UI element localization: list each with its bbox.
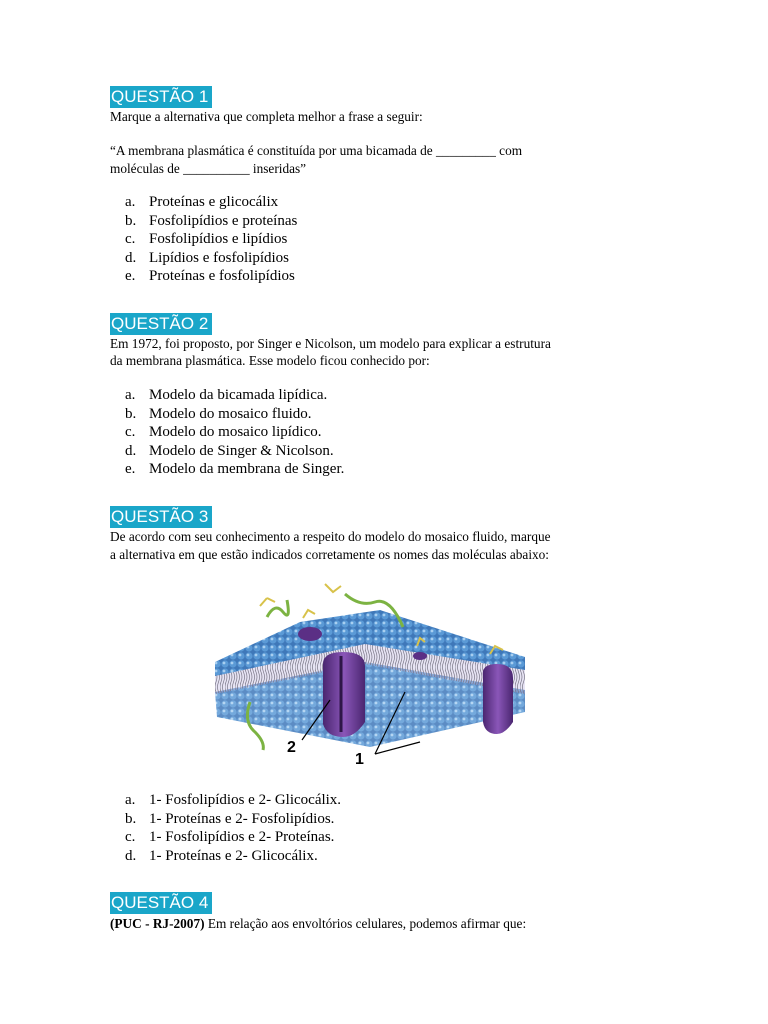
q4-prompt	[110, 915, 670, 933]
q3-option[interactable]: b. 1- Proteínas e 2- Fosfolipídios.	[125, 810, 335, 827]
q1-option[interactable]: c. Fosfolipídios e lipídios	[125, 231, 288, 247]
q3-option[interactable]: a. 1- Fosfolipídios e 2- Glicocálix.	[125, 792, 342, 808]
q3-prompt-line-1: De acordo com seu conhecimento a respeito do modelo do mosaico fluido, marque	[110, 529, 551, 544]
channel-protein	[323, 652, 365, 737]
q2-prompt-line-1: Em 1972, foi proposto, por Singer e Nicolson, um modelo para explicar a estrutura	[110, 336, 551, 351]
q2-option[interactable]: e. Modelo da membrana de Singer.	[125, 461, 345, 477]
figure-label-1: 1	[355, 751, 364, 768]
q2-prompt-line-2: da membrana plasmática. Esse modelo ficou conhecido por:	[110, 353, 430, 368]
q2-option[interactable]: d. Modelo de Singer & Nicolson.	[125, 442, 334, 459]
peripheral-protein	[298, 627, 322, 641]
q2-option[interactable]: c. Modelo do mosaico lipídico.	[125, 424, 322, 440]
q2-option[interactable]: b. Modelo do mosaico fluido.	[125, 405, 312, 422]
figure-label-2: 2	[287, 739, 296, 756]
q4-source: (PUC - RJ-2007)	[110, 916, 205, 931]
q3-prompt-line-2: a alternativa em que estão indicados corretamente os nomes das moléculas abaixo:	[110, 547, 550, 562]
q1-option[interactable]: d. Lipídios e fosfolipídios	[125, 249, 289, 266]
membrane-illustration	[205, 572, 535, 772]
q1-quote-line-2: moléculas de __________ inseridas”	[110, 161, 307, 176]
q3-option[interactable]: c. 1- Fosfolipídios e 2- Proteínas.	[125, 829, 335, 845]
q3-option[interactable]: d. 1- Proteínas e 2- Glicocálix.	[125, 847, 318, 864]
q3-options	[125, 791, 341, 865]
glycan-chain	[267, 600, 288, 617]
q3-heading: QUESTÃO 3	[110, 506, 212, 528]
q1-quote-line-1: “A membrana plasmática é constituída por uma bicamada de _________ com	[110, 143, 523, 158]
q2-options	[125, 386, 344, 479]
q2-heading: QUESTÃO 2	[110, 313, 212, 335]
q1-options	[125, 193, 297, 286]
q1-prompt: Marque a alternativa que completa melhor a frase a seguir:	[110, 109, 423, 124]
q4-prompt-text: Em relação aos envoltórios celulares, podemos afirmar que:	[204, 916, 527, 931]
q1-heading: QUESTÃO 1	[110, 86, 212, 108]
integral-protein	[483, 664, 513, 734]
q1-option[interactable]: e. Proteínas e fosfolipídios	[125, 268, 295, 284]
q4-heading: QUESTÃO 4	[110, 892, 212, 914]
q1-option[interactable]: b. Fosfolipídios e proteínas	[125, 212, 298, 229]
q2-option[interactable]: a. Modelo da bicamada lipídica.	[125, 387, 328, 403]
q1-option[interactable]: a. Proteínas e glicocálix	[125, 194, 279, 210]
